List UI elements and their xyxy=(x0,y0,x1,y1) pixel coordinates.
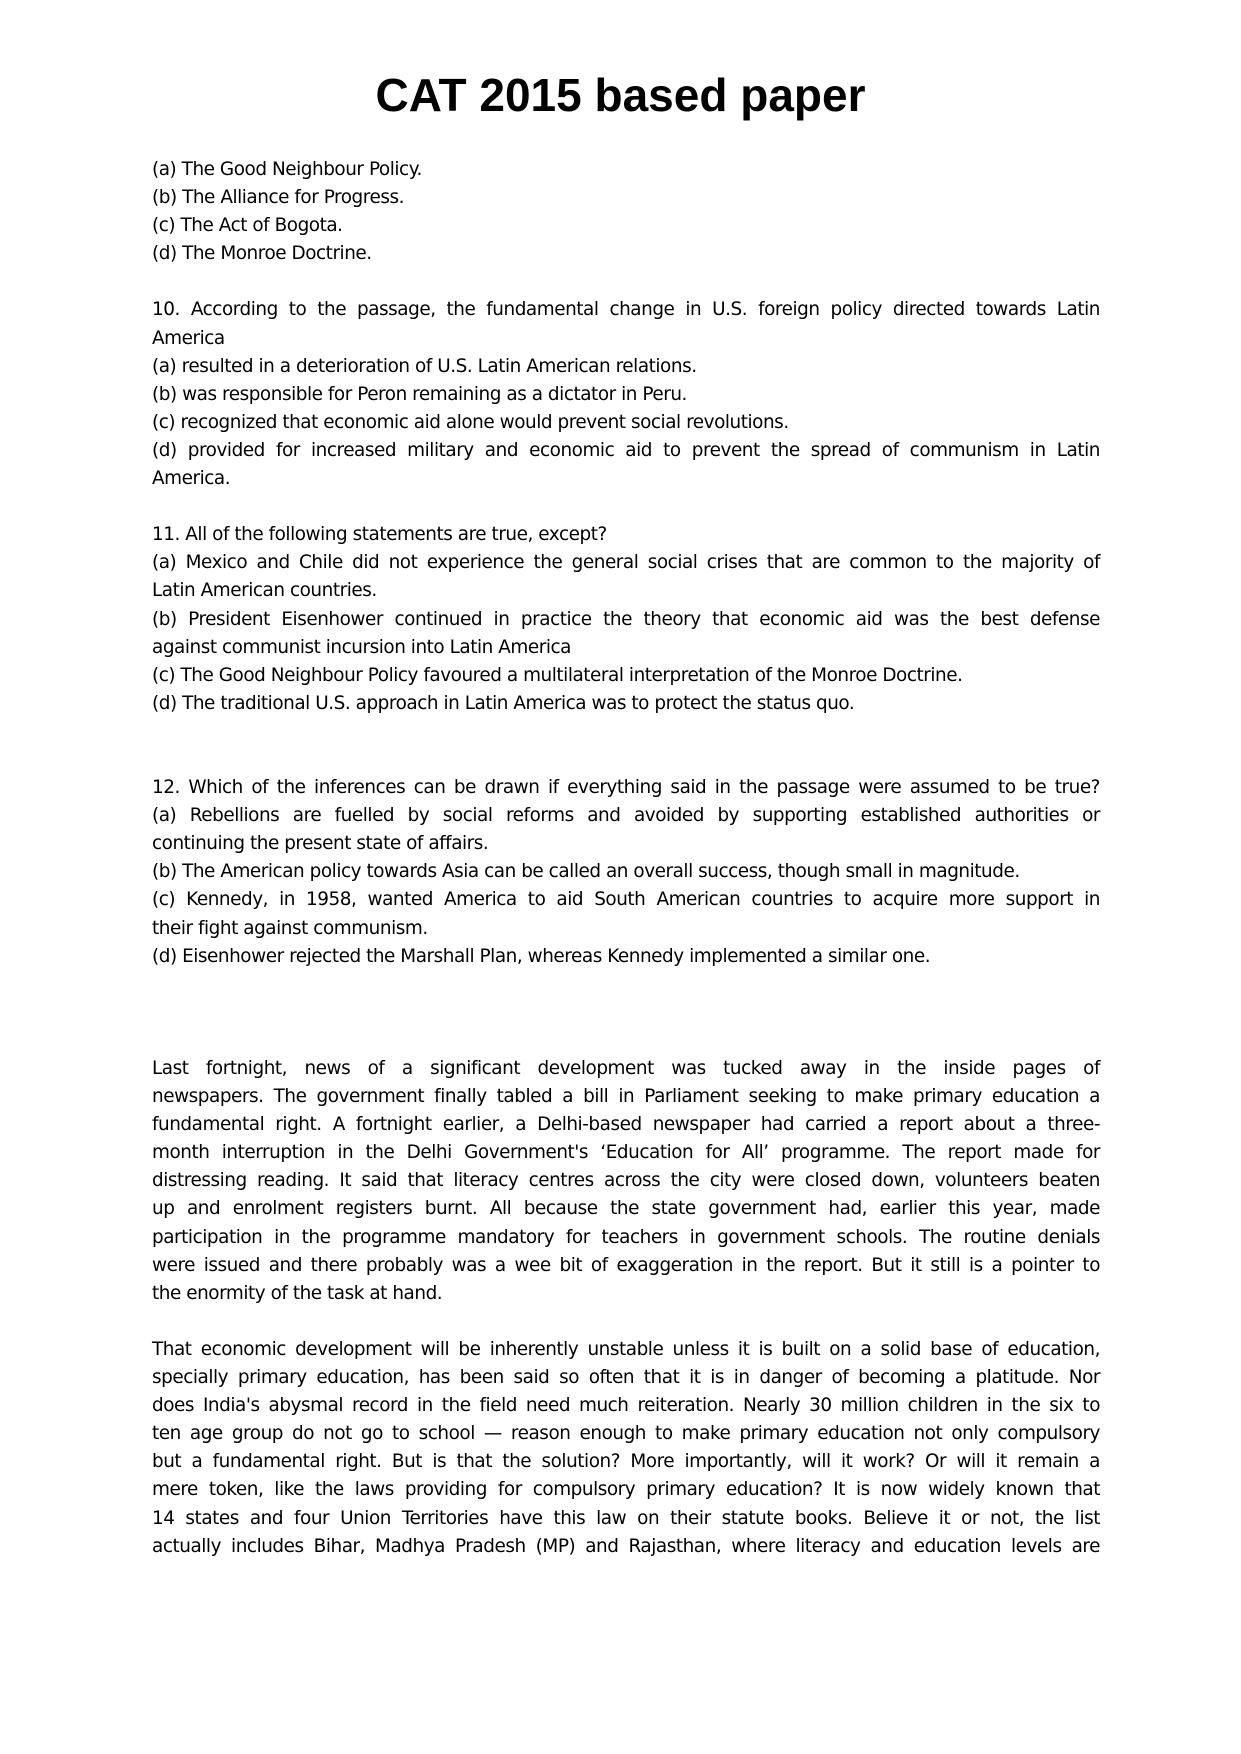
option-c: (c) The Act of Bogota. xyxy=(152,215,343,237)
passage-line: were issued and there probably was a wee bit of exaggeration in the report. But it still is a pointer to xyxy=(152,1254,1100,1276)
passage-line: 14 states and four Union Territories have this law on their statute books. Believe it or not, the list xyxy=(152,1507,1100,1529)
passage-line: the enormity of the task at hand. xyxy=(152,1282,443,1304)
option-b: (b) The American policy towards Asia can be called an overall success, though small in magnitude. xyxy=(152,861,1020,883)
passage-line: Last fortnight, news of a significant development was tucked away in the inside pages of xyxy=(152,1058,1100,1080)
question-10-stem: 10. According to the passage, the fundamental change in U.S. foreign policy directed towards Latin xyxy=(152,299,1100,321)
passage-line: newspapers. The government finally tabled a bill in Parliament seeking to make primary education a xyxy=(152,1086,1100,1108)
passage-line: up and enrolment registers burnt. All because the state government had, earlier this year, made xyxy=(152,1198,1100,1220)
option-d: (d) The traditional U.S. approach in Latin America was to protect the status quo. xyxy=(152,692,855,714)
option-d: (d) The Monroe Doctrine. xyxy=(152,243,372,265)
document-body xyxy=(152,156,1100,1561)
question-12-stem: 12. Which of the inferences can be drawn if everything said in the passage were assumed to be true? xyxy=(152,777,1100,799)
option-a: (a) resulted in a deterioration of U.S. Latin American relations. xyxy=(152,355,697,377)
option-c: (c) recognized that economic aid alone would prevent social revolutions. xyxy=(152,411,789,433)
question-10-stem-cont: America xyxy=(152,327,225,349)
option-d: (d) provided for increased military and economic aid to prevent the spread of communism in Latin xyxy=(152,439,1100,461)
option-a-cont: continuing the present state of affairs. xyxy=(152,833,489,855)
passage-line: but a fundamental right. But is that the solution? More importantly, will it work? Or will it remain a xyxy=(152,1451,1100,1473)
option-d-cont: America. xyxy=(152,468,231,490)
option-a: (a) The Good Neighbour Policy. xyxy=(152,159,422,180)
option-a: (a) Rebellions are fuelled by social reforms and avoided by supporting established authorities or xyxy=(152,805,1100,827)
option-b-cont: against communist incursion into Latin America xyxy=(152,636,571,658)
option-c: (c) Kennedy, in 1958, wanted America to aid South American countries to acquire more support in xyxy=(152,889,1100,911)
option-d: (d) Eisenhower rejected the Marshall Plan, whereas Kennedy implemented a similar one. xyxy=(152,945,931,967)
question-11 xyxy=(152,521,1100,718)
option-a: (a) Mexico and Chile did not experience the general social crises that are common to the majority of xyxy=(152,552,1100,574)
question-10 xyxy=(152,296,1100,493)
option-a-cont: Latin American countries. xyxy=(152,580,377,602)
option-b: (b) The Alliance for Progress. xyxy=(152,187,404,209)
passage-line: ten age group do not go to school — reason enough to make primary education not only compulsory xyxy=(152,1423,1100,1445)
passage-line: actually includes Bihar, Madhya Pradesh (MP) and Rajasthan, where literacy and education levels are xyxy=(152,1535,1100,1557)
passage-line: That economic development will be inherently unstable unless it is built on a solid base of education, xyxy=(152,1338,1100,1360)
passage-line: participation in the programme mandatory for teachers in government schools. The routine denials xyxy=(152,1226,1100,1248)
passage-paragraph-2 xyxy=(152,1336,1100,1561)
option-c-cont: their fight against communism. xyxy=(152,917,428,939)
passage-line: fundamental right. A fortnight earlier, a Delhi-based newspaper had carried a report about a three- xyxy=(152,1114,1100,1136)
question-9-options xyxy=(152,156,1100,268)
option-b: (b) was responsible for Peron remaining as a dictator in Peru. xyxy=(152,383,687,405)
page-title: CAT 2015 based paper xyxy=(375,69,866,121)
passage-line: specially primary education, has been said so often that it is in danger of becoming a platitude. Nor xyxy=(152,1367,1100,1389)
option-c: (c) The Good Neighbour Policy favoured a multilateral interpretation of the Monroe Doctrine. xyxy=(152,664,963,686)
passage-line: month interruption in the Delhi Government's ‘Education for All’ programme. The report made for xyxy=(152,1142,1100,1164)
passage-line: mere token, like the laws providing for compulsory primary education? It is now widely known that xyxy=(152,1479,1100,1501)
option-b: (b) President Eisenhower continued in practice the theory that economic aid was the best defense xyxy=(152,608,1100,630)
passage-line: does India's abysmal record in the field need much reiteration. Nearly 30 million children in the six to xyxy=(152,1395,1100,1417)
question-11-stem: 11. All of the following statements are true, except? xyxy=(152,524,607,546)
question-12 xyxy=(152,774,1100,971)
passage-paragraph-1 xyxy=(152,1055,1100,1308)
passage-line: distressing reading. It said that literacy centres across the city were closed down, volunteers beaten xyxy=(152,1170,1100,1192)
